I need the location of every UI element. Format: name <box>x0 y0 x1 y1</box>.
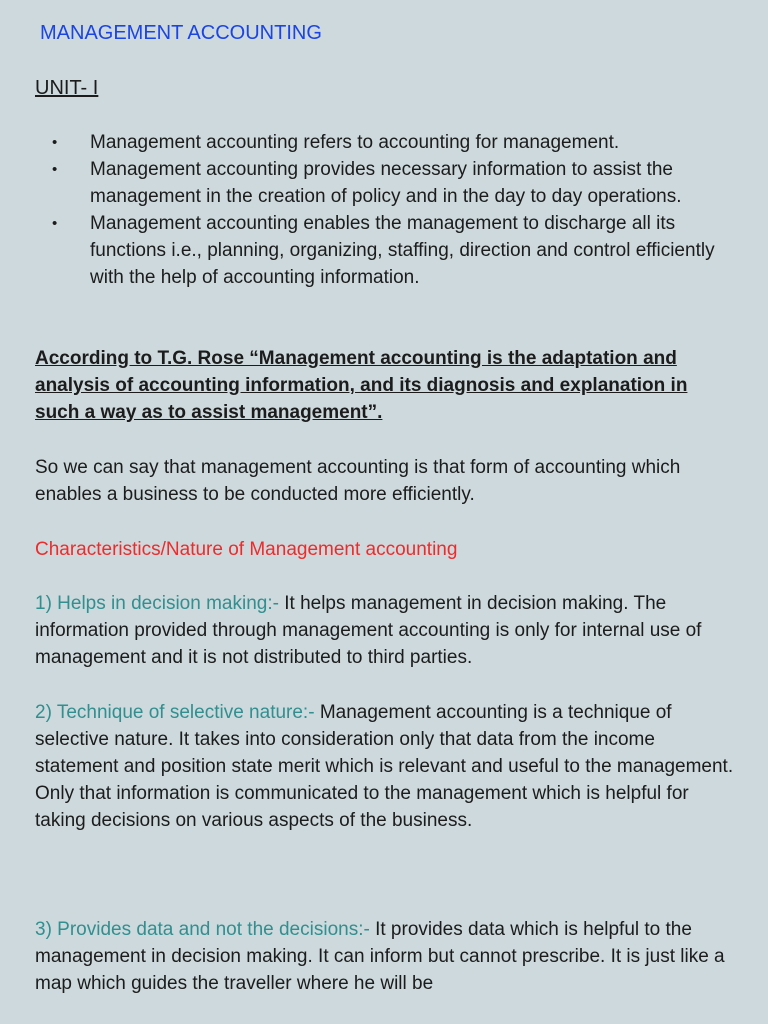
characteristics-heading: Characteristics/Nature of Management accounting <box>35 539 458 560</box>
point-heading: 1) Helps in decision making:- <box>35 593 279 614</box>
point-heading: 2) Technique of selective nature:- <box>35 702 315 723</box>
intro-bullet-list <box>35 129 745 291</box>
point-text: Management accounting is a technique of selective nature. It takes into consideration only that data from the income statement and position state merit which is relevant and useful to the management. Only that information is communicated to the management which is helpful for taking decisions on various aspects of the business. <box>35 702 734 831</box>
summary-paragraph: So we can say that management accounting is that form of accounting which enables a business to be conducted more efficiently. <box>35 457 681 505</box>
point-heading: 3) Provides data and not the decisions:- <box>35 919 370 940</box>
document-title: MANAGEMENT ACCOUNTING <box>40 22 322 44</box>
bullet-item: • Management accounting enables the management to discharge all its functions i.e., planning, organizing, staffing, direction and control efficiently with the help of accounting information. <box>35 210 745 291</box>
characteristic-point-3 <box>35 916 740 997</box>
point-text: It helps management in decision making. The information provided through management accounting is only for internal use of management and it is not distributed to third parties. <box>35 593 702 668</box>
bullet-item: • Management accounting refers to accounting for management. <box>35 129 745 156</box>
unit-heading: UNIT- I <box>35 77 99 99</box>
characteristic-point-2 <box>35 699 740 834</box>
definition-quote: According to T.G. Rose “Management accounting is the adaptation and analysis of accounting information, and its diagnosis and explanation in such a way as to assist management”. <box>35 348 688 423</box>
characteristic-point-1 <box>35 590 740 671</box>
point-text: It provides data which is helpful to the management in decision making. It can inform but cannot prescribe. It is just like a map which guides the traveller where he will be <box>35 919 725 994</box>
bullet-item: • Management accounting provides necessary information to assist the management in the creation of policy and in the day to day operations. <box>35 156 745 210</box>
